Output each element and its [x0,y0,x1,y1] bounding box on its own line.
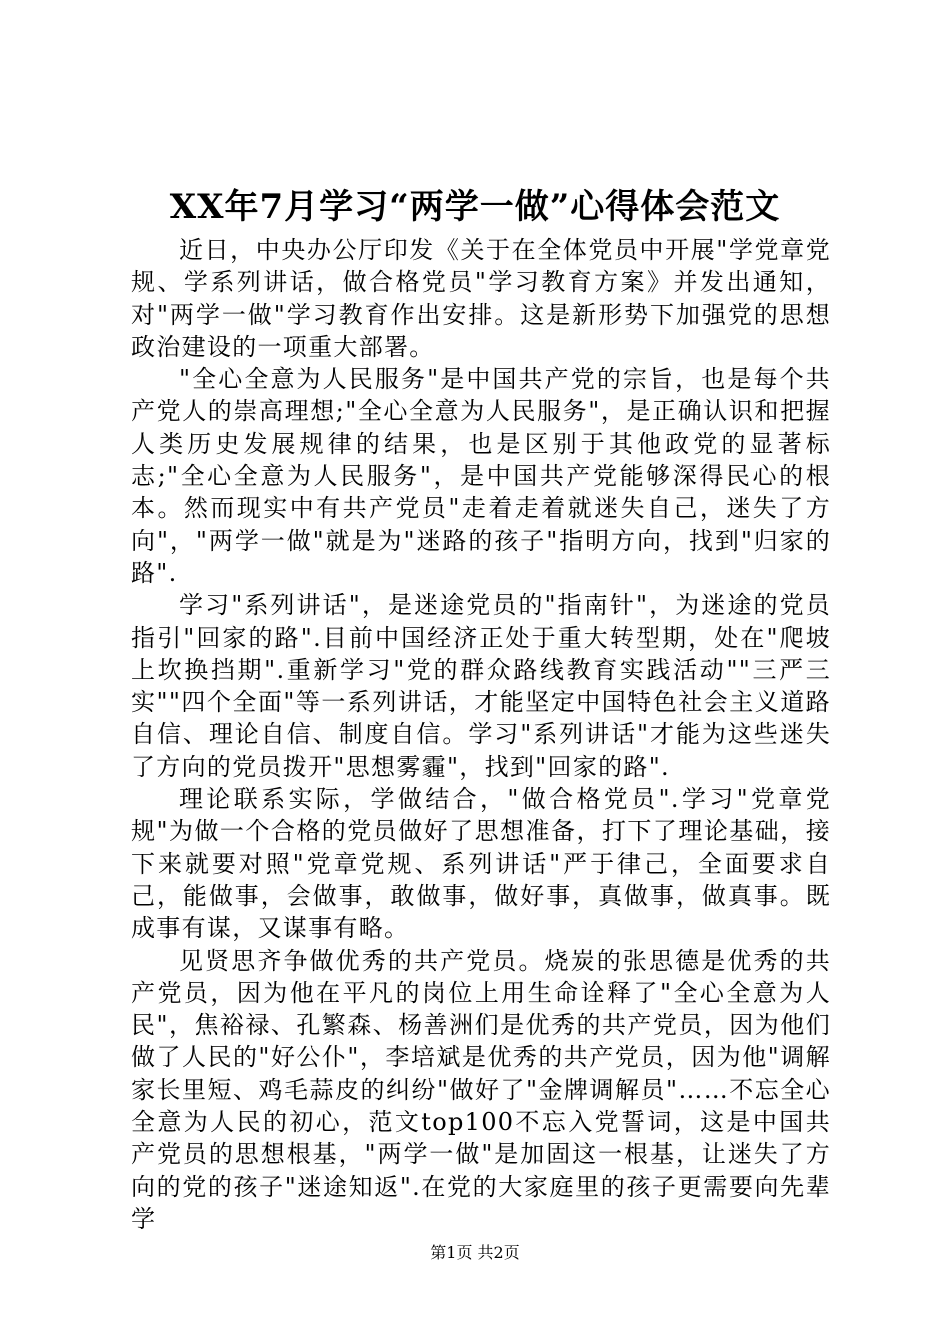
paragraph: 见贤思齐争做优秀的共产党员。烧炭的张思德是优秀的共产党员，因为他在平凡的岗位上用生命诠释了"全心全意为人民"，焦裕禄、孔繁森、杨善洲们是优秀的共产党员，因为他们做了人民的"好公仆"，李培斌是优秀的共产党员，因为他"调解家长里短、鸡毛蒜皮的纠纷"做好了"金牌调解员"……不忘全心全意为人民的初心，范文top100不忘入党誓词，这是中国共产党员的思想根基，"两学一做"是加固这一根基，让迷失了方向的党的孩子"迷途知返".在党的大家庭里的孩子更需要向先辈学 [131,946,831,1233]
paragraph: "全心全意为人民服务"是中国共产党的宗旨，也是每个共产党人的崇高理想;"全心全意为人民服务"，是正确认识和把握人类历史发展规律的结果，也是区别于其他政党的显著标志;"全心全意为人民服务"，是中国共产党能够深得民心的根本。然而现实中有共产党员"走着走着就迷失自己，迷失了方向"，"两学一做"就是为"迷路的孩子"指明方向，找到"归家的路". [131,365,831,587]
page-footer: 第1页 共2页 [430,1243,520,1262]
paragraph: 学习"系列讲话"，是迷途党员的"指南针"，为迷途的党员指引"回家的路".目前中国经济正处于重大转型期，处在"爬坡上坎换挡期".重新学习"党的群众路线教育实践活动""三严三实""四个全面"等一系列讲话，才能坚定中国特色社会主义道路自信、理论自信、制度自信。学习"系列讲话"才能为这些迷失了方向的党员拨开"思想雾霾"，找到"回家的路". [131,591,831,781]
paragraph: 近日，中央办公厅印发《关于在全体党员中开展"学党章党规、学系列讲话，做合格党员"学习教育方案》并发出通知，对"两学一做"学习教育作出安排。这是新形势下加强党的思想政治建设的一项重大部署。 [131,236,831,361]
document-body [131,234,831,1235]
paragraph: 理论联系实际，学做结合，"做合格党员".学习"党章党规"为做一个合格的党员做好了思想准备，打下了理论基础，接下来就要对照"党章党规、系列讲话"严于律己，全面要求自己，能做事，会做事，敢做事，做好事，真做事，做真事。既成事有谋，又谋事有略。 [131,785,831,943]
document-title: XX年7月学习“两学一做”心得体会范文 [169,187,781,227]
